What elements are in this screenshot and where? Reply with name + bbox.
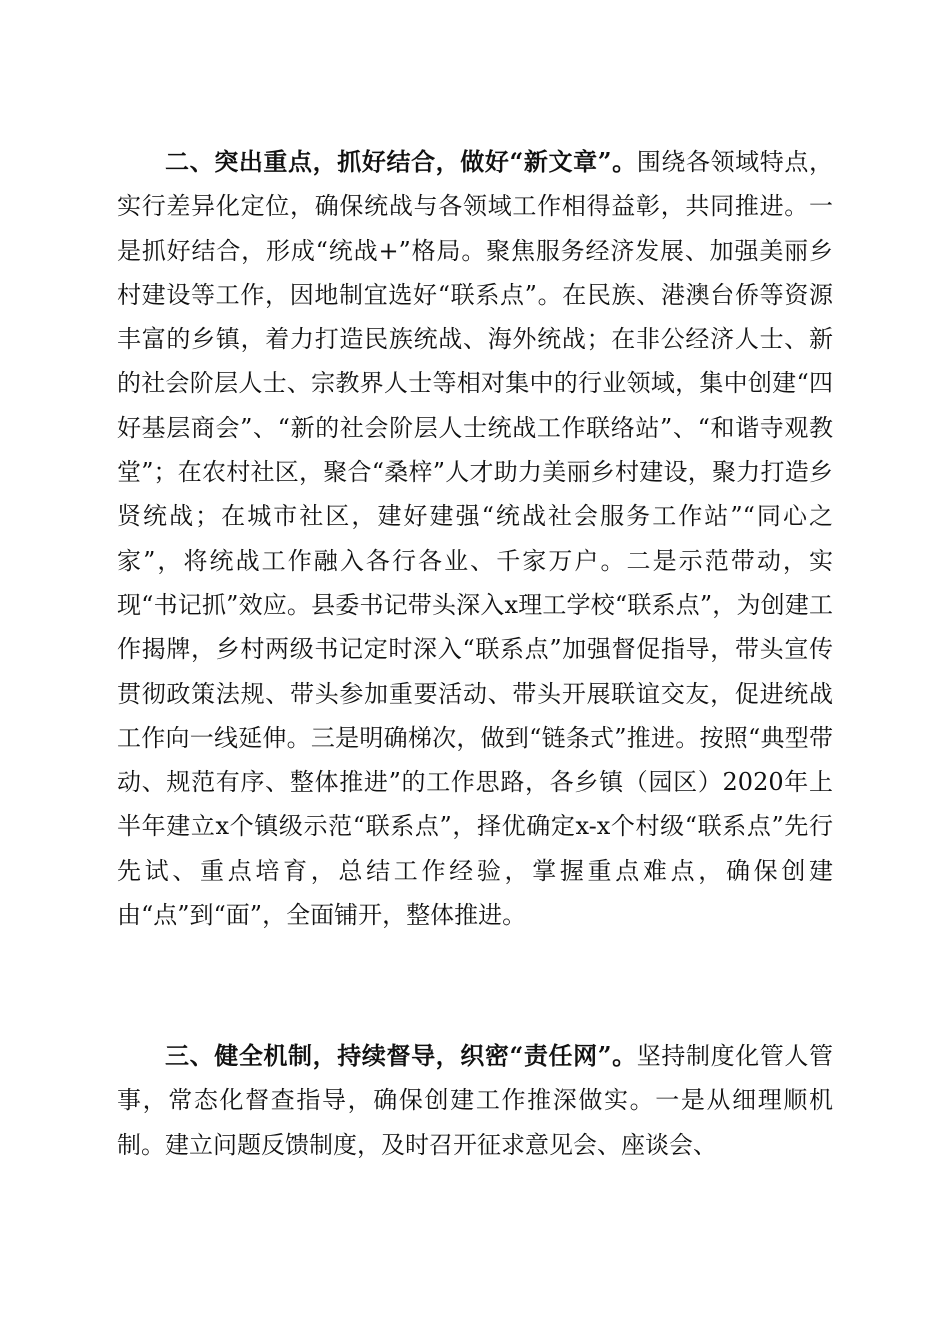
- paragraph-section-two: [117, 140, 833, 937]
- paragraph-section-three: [117, 1034, 833, 1167]
- section-two: [117, 140, 833, 937]
- section-three-body: 坚持制度化管人管事，常态化督查指导，确保创建工作推深做实。一是从细理顺机制。建立问题反馈制度，及时召开征求意见会、座谈会、: [117, 1042, 833, 1159]
- section-three-heading: 三、健全机制，持续督导，织密“责任网”。: [165, 1041, 637, 1070]
- section-three: [117, 1034, 833, 1167]
- section-two-heading: 二、突出重点，抓好结合，做好“新文章”。: [165, 147, 637, 176]
- section-two-body: 围绕各领域特点，实行差异化定位，确保统战与各领域工作相得益彰，共同推进。一是抓好结合，形成“统战+”格局。聚焦服务经济发展、加强美丽乡村建设等工作，因地制宜选好“联系点”。在民族、港澳台侨等资源丰富的乡镇，着力打造民族统战、海外统战；在非公经济人士、新的社会阶层人士、宗教界人士等相对集中的行业领域，集中创建“四好基层商会”、“新的社会阶层人士统战工作联络站”、“和谐寺观教堂”；在农村社区，聚合“桑梓”人才助力美丽乡村建设，聚力打造乡贤统战；在城市社区，建好建强“统战社会服务工作站”“同心之家”，将统战工作融入各行各业、千家万户。二是示范带动，实现“书记抓”效应。县委书记带头深入x理工学校“联系点”，为创建工作揭牌，乡村两级书记定时深入“联系点”加强督促指导，带头宣传贯彻政策法规、带头参加重要活动、带头开展联谊交友，促进统战工作向一线延伸。三是明确梯次，做到“链条式”推进。按照“典型带动、规范有序、整体推进”的工作思路，各乡镇（园区）2020年上半年建立x个镇级示范“联系点”，择优确定x-x个村级“联系点”先行先试、重点培育，总结工作经验，掌握重点难点，确保创建由“点”到“面”，全面铺开，整体推进。: [117, 148, 833, 930]
